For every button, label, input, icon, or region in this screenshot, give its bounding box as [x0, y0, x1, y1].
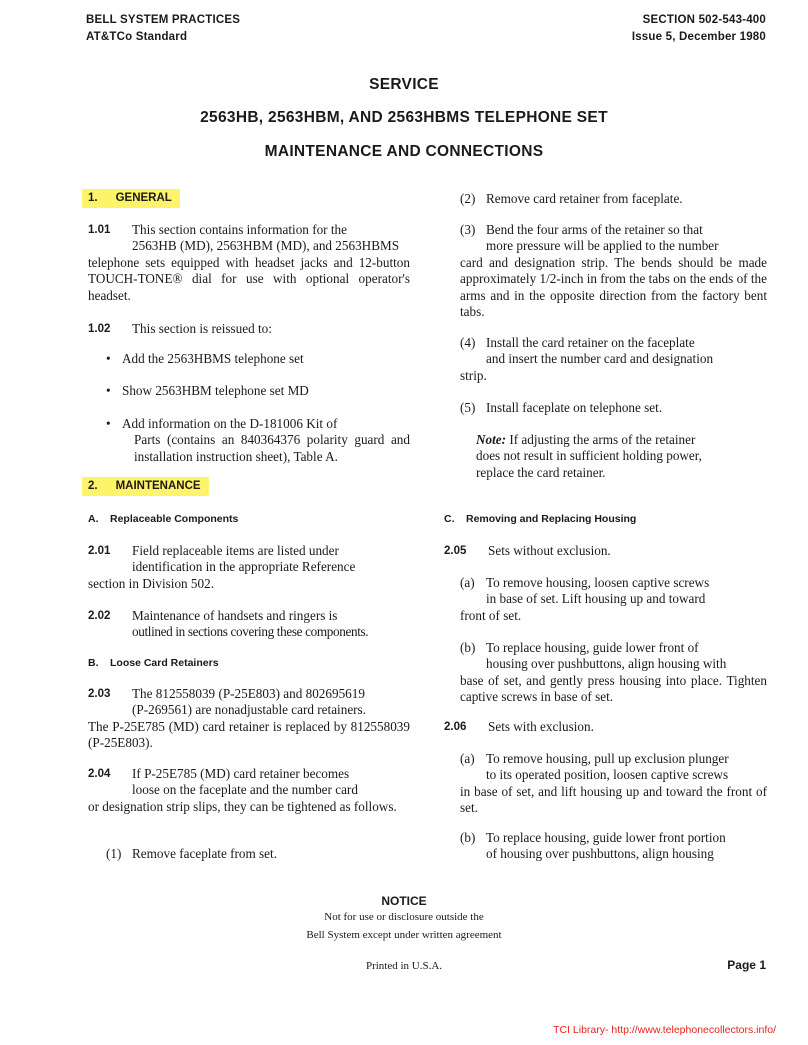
- notice-line-1: Not for use or disclosure outside the: [324, 911, 484, 923]
- step-mark: (2): [460, 191, 476, 206]
- paragraph-number: 2.01: [88, 545, 111, 557]
- step-mark: (a): [460, 575, 475, 590]
- paragraph-number: 2.03: [88, 688, 111, 700]
- paragraph-2-04: 2.04 If P-25E785 (MD) card retainer becomes loose on the faceplate and the number card or designation strip slips, they can be tightened as follows.: [88, 766, 397, 814]
- step-mark: (b): [460, 830, 476, 845]
- paragraph-2-06: 2.06 Sets with exclusion.: [444, 719, 594, 734]
- subsection-b-heading: B. Loose Card Retainers: [88, 657, 219, 669]
- step-2: (2) Remove card retainer from faceplate.: [460, 191, 683, 206]
- bullet-mark: •: [106, 351, 111, 366]
- section-general-label: GENERAL: [115, 192, 172, 204]
- paragraph-2-01: 2.01 Field replaceable items are listed under identification in the appropriate Reference section in Division 502.: [88, 543, 356, 591]
- subsection-a-heading: A. Replaceable Components: [88, 513, 239, 525]
- section-general-heading: [88, 192, 180, 204]
- step-5: (5) Install faceplate on telephone set.: [460, 400, 663, 415]
- section-maintenance-number: 2.: [88, 480, 98, 492]
- notice-title: NOTICE: [381, 894, 427, 908]
- step-2-05-b: (b) To replace housing, guide lower front of housing over pushbuttons, align housing with base of set, and gently press housing into place. Tighten captive screws in base of set.: [460, 640, 767, 705]
- step-3: (3) Bend the four arms of the retainer so that more pressure will be applied to the number card and designation strip. The bends should be made approximately 1/2-inch in from the tabs on the ends of the arms and in the opposite direction from the factory bent tabs.: [460, 222, 767, 320]
- step-mark: (5): [460, 400, 476, 415]
- paragraph-number: 2.04: [88, 768, 111, 780]
- printed-in: Printed in U.S.A.: [365, 960, 443, 972]
- paragraph-number: 2.06: [444, 721, 467, 733]
- step-2-05-a: (a) To remove housing, loosen captive screws in base of set. Lift housing up and toward front of set.: [460, 575, 710, 623]
- bullet-item: • Add information on the D-181006 Kit of Parts (contains an 840364376 polarity guard and installation instruction sheet), Table A.: [106, 416, 410, 464]
- header-right: [632, 12, 766, 46]
- note-label: Note:: [476, 432, 507, 447]
- section-maintenance-heading: [88, 480, 209, 492]
- section-maintenance-label: MAINTENANCE: [115, 480, 201, 492]
- header-practices: BELL SYSTEM PRACTICES: [86, 14, 241, 26]
- title-service: SERVICE: [369, 76, 439, 93]
- library-link[interactable]: TCI Library- http://www.telephonecollectors.info/: [553, 1024, 776, 1036]
- step-mark: (b): [460, 640, 476, 655]
- bullet-mark: •: [106, 416, 111, 431]
- paragraph-1-01: 1.01 This section contains information for the 2563HB (MD), 2563HBM (MD), and 2563HBMS telephone sets equipped with headset jacks and 12-button TOUCH-TONE® dial for use with optional operator's headset.: [88, 222, 410, 303]
- step-mark: (a): [460, 751, 475, 766]
- note-block: Note: If adjusting the arms of the retainer does not result in sufficient holding power, replace the card retainer.: [476, 432, 702, 480]
- header-standard: AT&TCo Standard: [86, 31, 188, 43]
- header-section: SECTION 502-543-400: [642, 14, 766, 26]
- title-product: 2563HB, 2563HBM, AND 2563HBMS TELEPHONE SET: [200, 109, 608, 126]
- page-number: Page 1: [727, 958, 766, 972]
- step-mark: (4): [460, 335, 476, 350]
- step-4: (4) Install the card retainer on the faceplate and insert the number card and designation strip.: [460, 335, 714, 383]
- bullet-item: • Show 2563HBM telephone set MD: [106, 383, 309, 398]
- step-1: (1) Remove faceplate from set.: [106, 846, 277, 861]
- paragraph-number: 1.01: [88, 224, 111, 236]
- bullet-item: • Add the 2563HBMS telephone set: [106, 351, 304, 366]
- step-mark: (3): [460, 222, 476, 237]
- paragraph-number: 2.02: [88, 610, 111, 622]
- paragraph-2-02: 2.02 Maintenance of handsets and ringers is outlined in sections covering these components.: [88, 608, 369, 640]
- header-issue: Issue 5, December 1980: [631, 31, 766, 43]
- notice-line-2: Bell System except under written agreement: [306, 929, 502, 941]
- step-2-06-a: (a) To remove housing, pull up exclusion plunger to its operated position, loosen captive screws in base of set, and lift housing up and toward the front of set.: [460, 751, 767, 816]
- paragraph-number: 1.02: [88, 323, 111, 335]
- paragraph-2-05: 2.05 Sets without exclusion.: [444, 543, 611, 558]
- header-left: [86, 12, 240, 46]
- section-general-number: 1.: [88, 192, 98, 204]
- paragraph-number: 2.05: [444, 545, 467, 557]
- subsection-c-heading: C. Removing and Replacing Housing: [444, 513, 637, 525]
- paragraph-1-02: 1.02 This section is reissued to:: [88, 321, 272, 336]
- step-mark: (1): [106, 846, 122, 861]
- bullet-mark: •: [106, 383, 111, 398]
- title-maintenance: MAINTENANCE AND CONNECTIONS: [264, 143, 544, 160]
- paragraph-2-03: 2.03 The 812558039 (P-25E803) and 802695619 (P-269561) are nonadjustable card retainers. The P-25E785 (MD) card retainer is replaced by 812558039 (P-25E803).: [88, 686, 410, 751]
- step-2-06-b: (b) To replace housing, guide lower front portion of housing over pushbuttons, align housing: [460, 830, 726, 862]
